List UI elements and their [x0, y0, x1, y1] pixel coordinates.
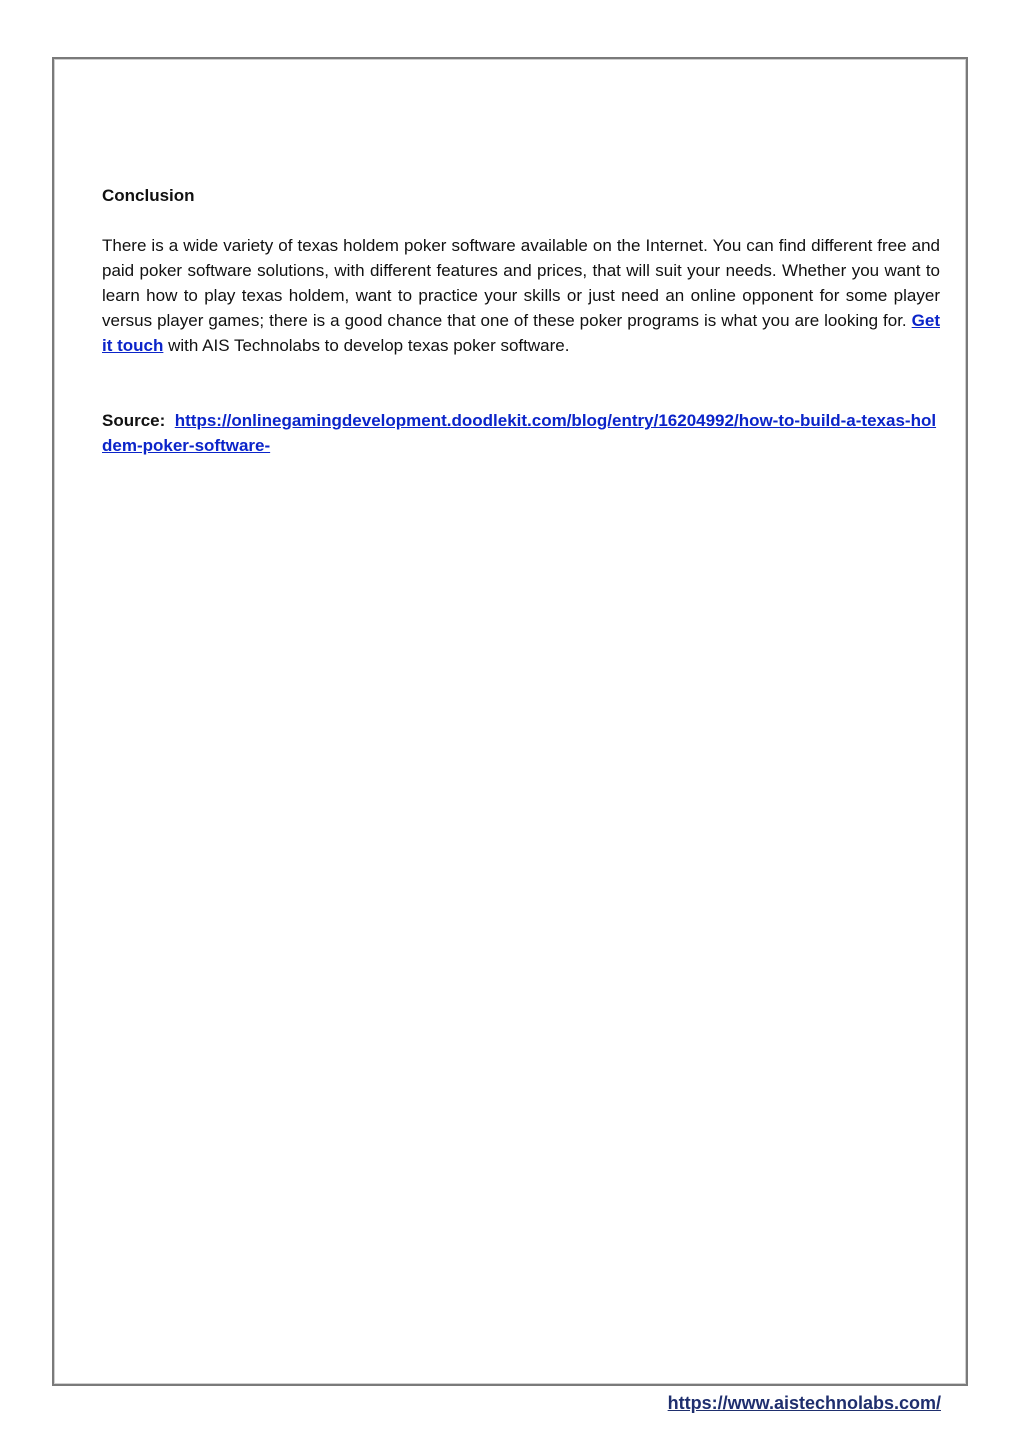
paragraph-text: There is a wide variety of texas holdem poker software available on the Internet. You can find different free and paid poker software solutions, with different features and prices, that will suit your needs. Whether you want to learn how to play texas holdem, want to practice your skills or just need an online opponent for some player versus player games; there is a good chance that one of these poker programs is what you are looking for.	[102, 236, 940, 330]
source-url-link[interactable]: https://onlinegamingdevelopment.doodlekit.com/blog/entry/16204992/how-to-build-a-texas-holdem-poker-software-	[102, 411, 937, 455]
get-in-touch-link[interactable]: Get it touch	[102, 311, 940, 355]
source-label: Source:	[102, 411, 166, 430]
paragraph-text-end: with AIS Technolabs to develop texas poker software.	[168, 336, 570, 355]
conclusion-paragraph	[102, 233, 940, 358]
document-body	[102, 183, 940, 458]
conclusion-heading: Conclusion	[102, 186, 195, 205]
footer-website-link[interactable]: https://www.aistechnolabs.com/	[667, 1393, 941, 1413]
source-line	[102, 408, 940, 458]
